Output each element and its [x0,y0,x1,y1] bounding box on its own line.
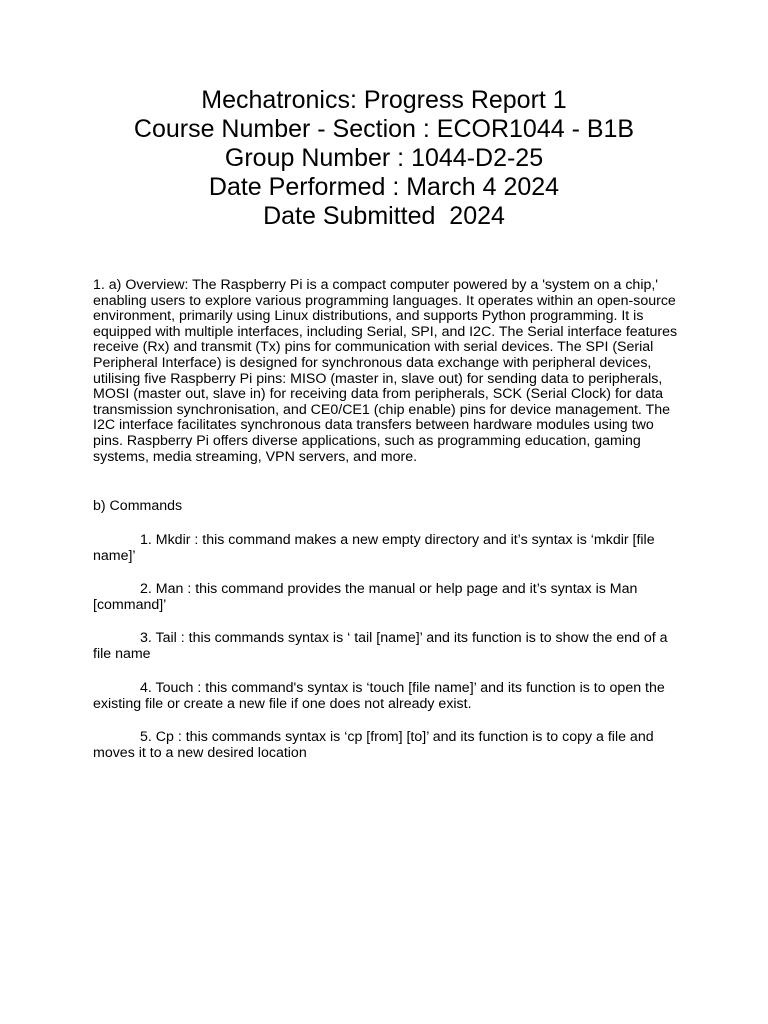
command-item-mkdir: 1. Mkdir : this command makes a new empty directory and it’s syntax is ‘mkdir [file name]’ [93,532,655,564]
command-item-tail: 3. Tail : this commands syntax is ‘ tail [name]’ and its function is to show the end of a file name [93,630,668,662]
command-item-cp: 5. Cp : this commands syntax is ‘cp [from] [to]’ and its function is to copy a file and moves it to a new desired location [93,729,654,761]
date-submitted-line: Date Submitted 2024 [263,202,505,230]
date-performed-line: Date Performed : March 4 2024 [208,173,560,201]
course-number-line: Course Number - Section : ECOR1044 - B1B [133,115,635,143]
group-number-line: Group Number : 1044-D2-25 [224,144,544,172]
command-item-touch: 4. Touch : this command's syntax is ‘touch [file name]’ and its function is to open the existing file or create a new file if one does not already exist. [93,680,665,712]
overview-paragraph: 1. a) Overview: The Raspberry Pi is a compact computer powered by a 'system on a chip,' enabling users to explore various programming languages. It operates within an open-source environment, primarily using Linux distributions, and supports Python programming. It is equipped with multiple interfaces, including Serial, SPI, and I2C. The Serial interface features receive (Rx) and transmit (Tx) pins for communication with serial devices. The SPI (Serial Peripheral Interface) is designed for synchronous data exchange with peripheral devices, utilising five Raspberry Pi pins: MISO (master in, slave out) for sending data to peripherals, MOSI (master out, slave in) for receiving data from peripherals, SCK (Serial Clock) for data transmission synchronisation, and CE0/CE1 (chip enable) pins for device management. The I2C interface facilitates synchronous data transfers between hardware modules using two pins. Raspberry Pi offers diverse applications, such as programming education, gaming systems, media streaming, VPN servers, and more. [93,277,678,465]
commands-heading: b) Commands [93,498,183,514]
command-item-man: 2. Man : this command provides the manual or help page and it’s syntax is Man [command]’ [93,581,638,613]
report-title-block [0,86,768,231]
report-title: Mechatronics: Progress Report 1 [201,86,567,114]
